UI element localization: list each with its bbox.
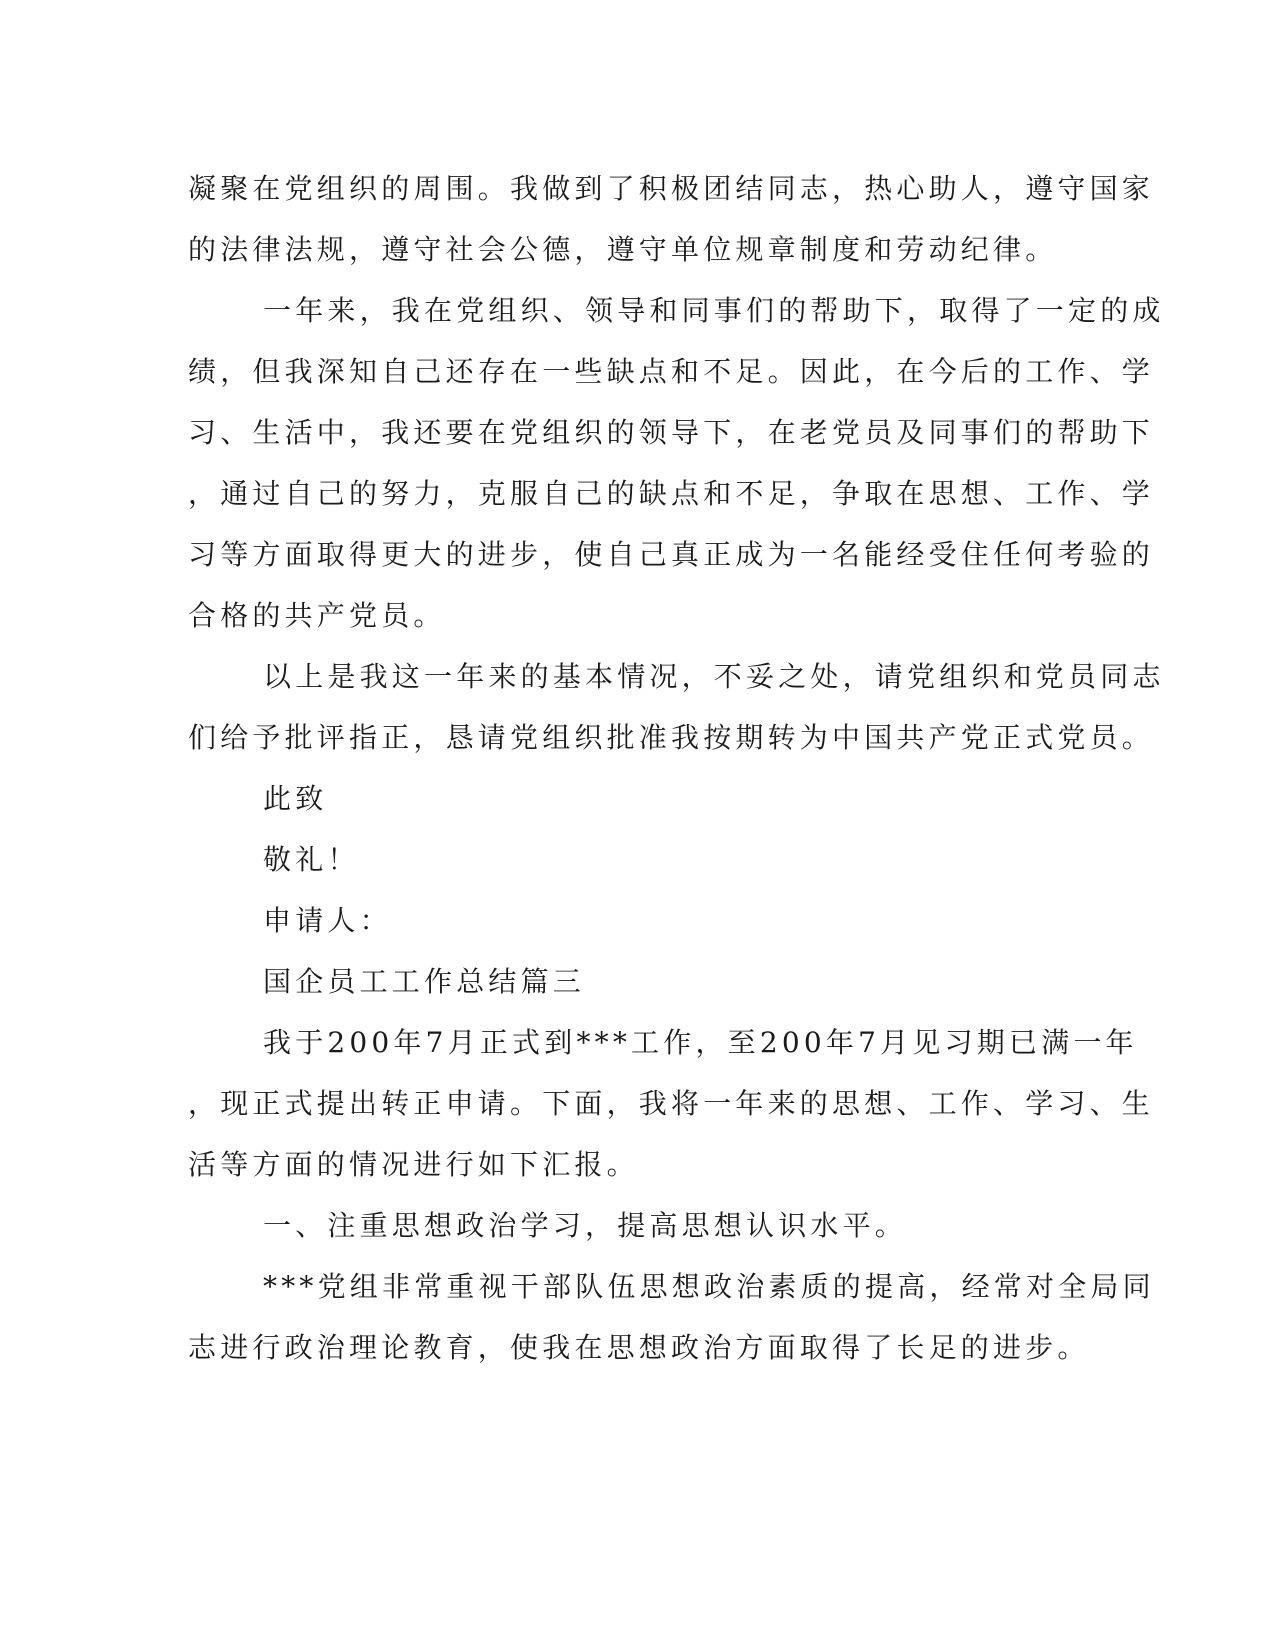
subsection-heading: 一、注重思想政治学习，提高思想认识水平。: [263, 1209, 908, 1242]
text-line: 以上是我这一年来的基本情况，不妥之处，请党组织和党员同志: [263, 660, 1165, 693]
text-line: 习等方面取得更大的进步，使自己真正成为一名能经受住任何考验的: [188, 538, 1155, 571]
text-line: 我于200年7月正式到***工作，至200年7月见习期已满一年: [263, 1026, 1138, 1059]
closing-salutation: 此致: [263, 782, 328, 815]
text-line: 合格的共产党员。: [188, 599, 446, 632]
text-line: 们给予批评指正，恳请党组织批准我按期转为中国共产党正式党员。: [188, 721, 1155, 754]
text-line: 志进行政治理论教育，使我在思想政治方面取得了长足的进步。: [188, 1331, 1090, 1364]
closing-regards: 敬礼！: [263, 843, 360, 876]
text-line: ，通过自己的努力，克服自己的缺点和不足，争取在思想、工作、学: [188, 477, 1155, 510]
text-line: 一年来，我在党组织、领导和同事们的帮助下，取得了一定的成: [263, 294, 1165, 327]
text-line: 活等方面的情况进行如下汇报。: [188, 1148, 639, 1181]
text-line: 凝聚在党组织的周围。我做到了积极团结同志，热心助人，遵守国家: [188, 172, 1155, 205]
text-line: ，现正式提出转正申请。下面，我将一年来的思想、工作、学习、生: [188, 1087, 1155, 1120]
applicant-label: 申请人：: [263, 904, 392, 937]
document-body: [188, 158, 1165, 1378]
text-line: 的法律法规，遵守社会公德，遵守单位规章制度和劳动纪律。: [188, 233, 1058, 266]
text-line: 习、生活中，我还要在党组织的领导下，在老党员及同事们的帮助下: [188, 416, 1155, 449]
section-title: 国企员工工作总结篇三: [263, 965, 586, 998]
text-line: 绩，但我深知自己还存在一些缺点和不足。因此，在今后的工作、学: [188, 355, 1155, 388]
text-line: ***党组非常重视干部队伍思想政治素质的提高，经常对全局同: [263, 1270, 1155, 1303]
